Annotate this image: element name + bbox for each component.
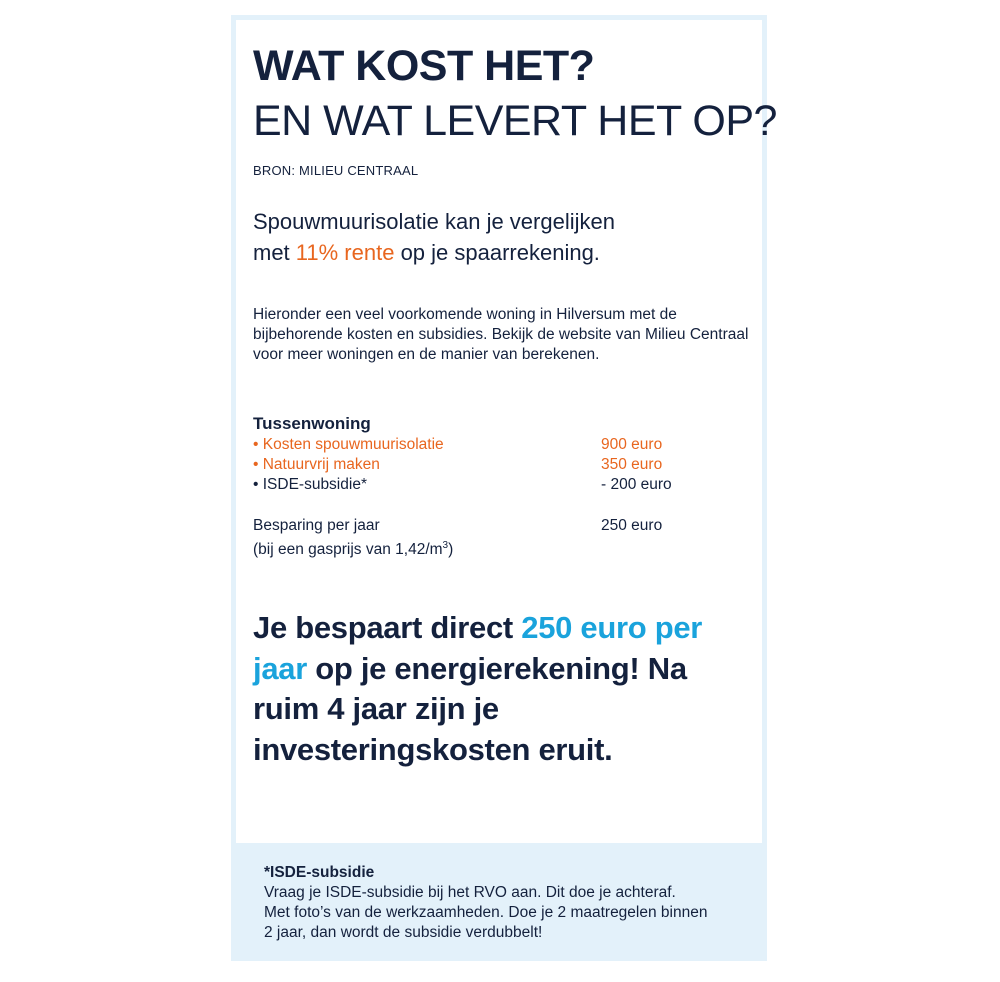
footnote-line-1: Vraag je ISDE-subsidie bij het RVO aan. Dit doe je achteraf. [264,884,676,901]
source-label: BRON: MILIEU CENTRAAL [253,163,419,178]
gas-note-suffix: ) [448,541,454,559]
lead-prefix: met [253,240,296,265]
lead-line-2 [253,237,615,268]
savings-value: 250 euro [601,517,663,534]
page-title: WAT KOST HET? [253,42,595,90]
info-card [231,15,777,961]
cost-value: 350 euro [601,456,663,473]
cost-label: • Natuurvrij maken [253,456,380,473]
content-panel [236,20,777,843]
savings-row [253,516,753,536]
savings-block [253,516,753,560]
cost-label: • Kosten spouwmuurisolatie [253,436,444,453]
footnote-line-3: 2 jaar, dan wordt de subsidie verdubbelt! [264,924,543,941]
intro-paragraph: Hieronder een veel voorkomende woning in Hilversum met de bijbehorende kosten en subsidies. Bekijk de website van Milieu Centraal voor meer woningen en de manier van berekenen. [253,306,749,363]
cost-breakdown [253,413,753,495]
cost-row-nature [253,455,753,475]
gas-note-sup: 3 [442,540,449,551]
cost-label: • ISDE-subsidie* [253,476,367,493]
savings-label: Besparing per jaar [253,517,380,534]
conclusion-text [253,608,753,770]
footnote-title: *ISDE-subsidie [264,864,375,881]
cost-value: 900 euro [601,436,663,453]
cost-value: - 200 euro [601,476,672,493]
gas-note-prefix: (bij een gasprijs van 1,42/m [253,541,443,559]
lead-suffix: op je spaarrekening. [394,240,600,265]
conclusion-part-2: op je energierekening! Na ruim 4 jaar zijn je investeringskosten eruit. [253,650,687,767]
lead-line-1: Spouwmuurisolatie kan je vergelijken [253,209,615,234]
conclusion-part-1: Je bespaart direct [253,610,522,645]
footnote-box [264,863,754,943]
interest-highlight: 11% rente [295,240,395,265]
page-subtitle: EN WAT LEVERT HET OP? [253,97,777,145]
house-type-heading: Tussenwoning [253,414,371,433]
lead-text [253,206,615,268]
cost-row-insulation [253,435,753,455]
cost-row-subsidy [253,475,753,495]
gas-price-note [253,536,753,560]
footnote-line-2: Met foto’s van de werkzaamheden. Doe je 2 maatregelen binnen [264,904,708,921]
savings-highlight: 250 euro per jaar [253,610,703,686]
